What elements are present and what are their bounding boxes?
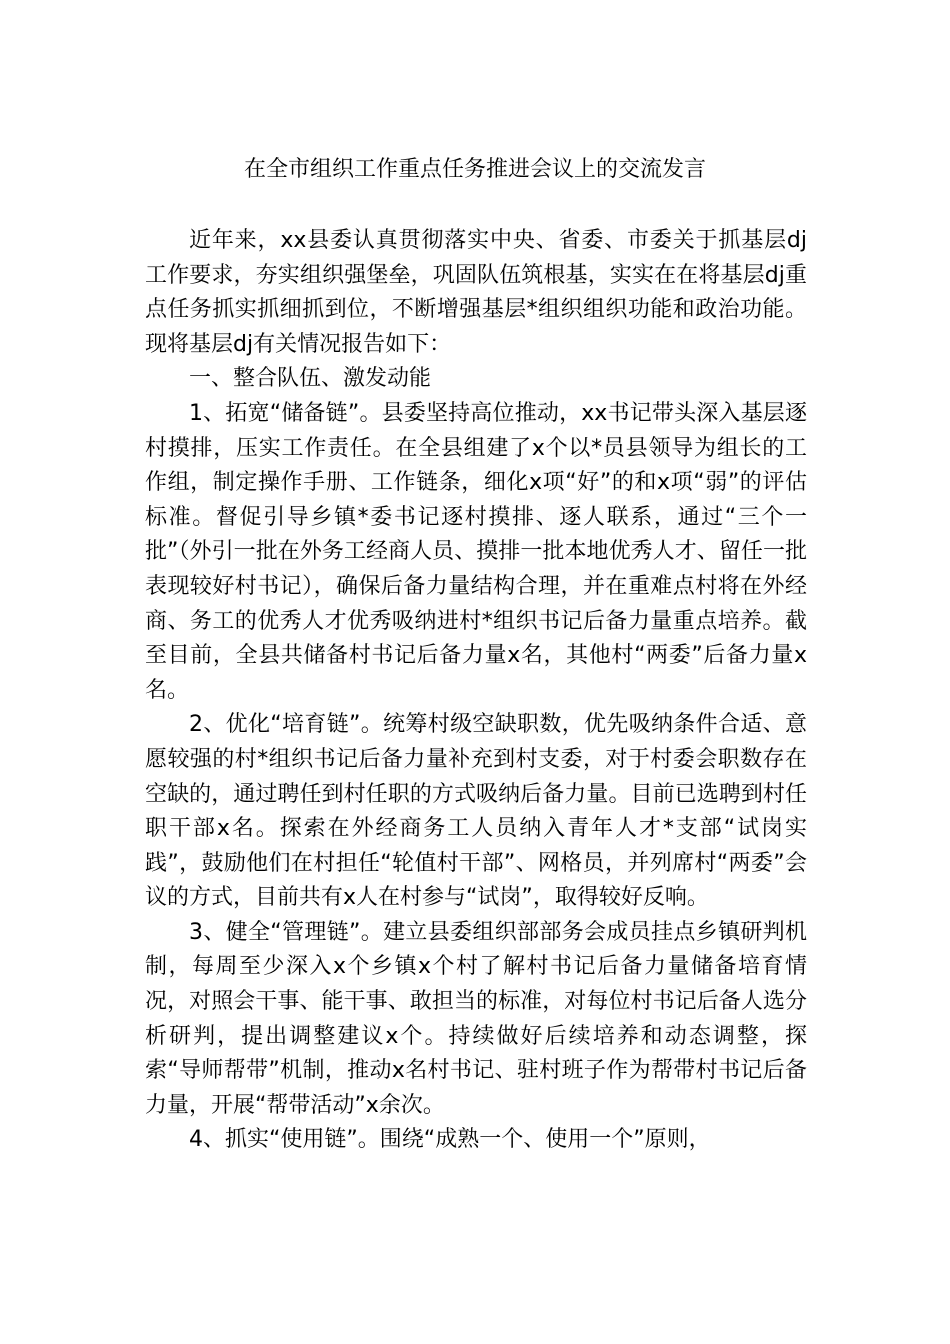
paragraph-training-chain: 2、优化“培育链”。统筹村级空缺职数，优先吸纳条件合适、意愿较强的村*组织书记后备力量补充到村支委，对于村委会职数存在空缺的，通过聘任到村任职的方式吸纳后备力量。目前已选聘到村任职干部x名。探索在外经商务工人员纳入青年人才*支部“试岗实践”，鼓励他们在村担任“轮值村干部”、网格员，并列席村“两委”会议的方式，目前共有x人在村参与“试岗”，取得较好反响。 (145, 712, 807, 911)
document-title: 在全市组织工作重点任务推进会议上的交流发言 (243, 157, 706, 182)
paragraph-management-chain: 3、健全“管理链”。建立县委组织部部务会成员挂点乡镇研判机制，每周至少深入x个乡镇x个村了解村书记后备力量储备培育情况，对照会干事、能干事、敢担当的标准，对每位村书记后备人选分析研判，提出调整建议x个。持续做好后续培养和动态调整，探索“导师帮带”机制，推动x名村书记、驻村班子作为帮带村书记后备力量，开展“帮带活动”x余次。 (145, 919, 807, 1118)
paragraph-usage-chain: 4、抓实“使用链”。围绕“成熟一个、使用一个”原则， (189, 1127, 711, 1153)
section-heading: 一、整合队伍、激发动能 (189, 366, 432, 392)
paragraph-reserve-chain: 1、拓宽“储备链”。县委坚持高位推动，xx书记带头深入基层逐村摸排，压实工作责任。在全县组建了x个以*员县领导为组长的工作组，制定操作手册、工作链条，细化x项“好”的和x项“弱”的评估标准。督促引导乡镇*委书记逐村摸排、逐人联系，通过“三个一批”（外引一批在外务工经商人员、摸排一批本地优秀人才、留任一批表现较好村书记），确保后备力量结构合理，并在重难点村将在外经商、务工的优秀人才优秀吸纳进村*组织书记后备力量重点培养。截至目前，全县共储备村书记后备力量x名，其他村“两委”后备力量x名。 (145, 400, 807, 703)
document-body (145, 224, 807, 1158)
paragraph-intro: 近年来，xx县委认真贯彻落实中央、省委、市委关于抓基层dj工作要求，夯实组织强堡垒，巩固队伍筑根基，实实在在将基层dj重点任务抓实抓细抓到位，不断增强基层*组织组织功能和政治功能。现将基层dj有关情况报告如下： (145, 228, 807, 357)
